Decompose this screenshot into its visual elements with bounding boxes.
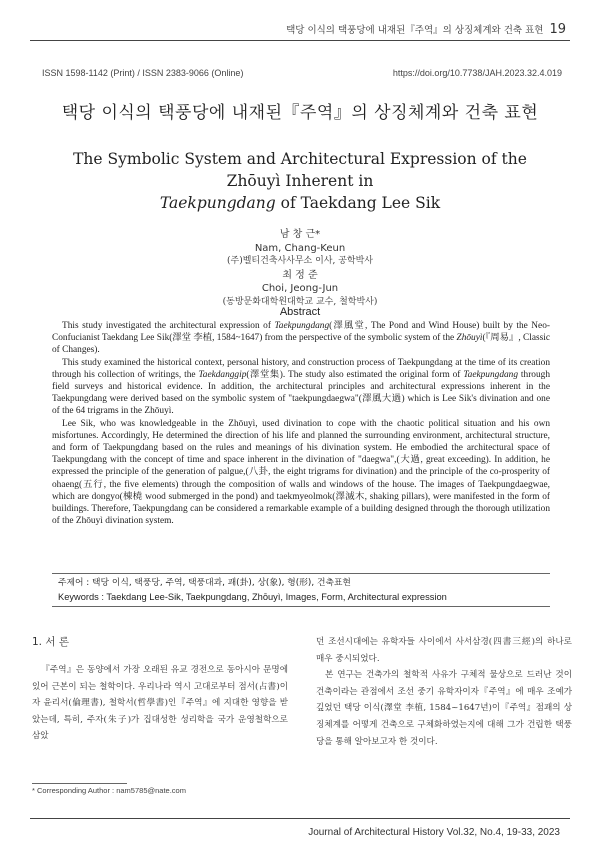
abstract-paragraph-3: Lee Sik, who was knowledgeable in the Zhōuyì, used divination to cope with the chaotic political situation and his own misfortunes. Accordingly, He determined the direction of his life and planned the surrounding environment, architectural structure, and form of Taekpungdang based on the rules and meanings of his divination system. He embodied the architectural space of Taekpungdang with the concept of time and space inherent in the divination of "daegwa",(大過, great exceeding). In addition, he expressed the principle of the generation of palgue,(八卦, the eight trigrams for divination) and the principle of the co-prosperity of ohaeng(五行, the five elements) through the composition of walls and windows of the house. The images of Taekpungdaegwae, which are dongyo(棟橈 wood submerged in the pond) and taekmyeolmok(澤滅木, shaking pillars), were manifested in the form of buildings. Therefore, Taekpungdang can be considered a remarkable example of a building designed through the thorough utilization of the Zhōuyì divination system. xyxy=(52,418,550,527)
title-english-line1: The Symbolic System and Architectural Expression of the Zhōuyì Inherent in xyxy=(73,150,527,190)
journal-citation: Journal of Architectural History Vol.32, No.4, 19-33, 2023 xyxy=(308,827,560,838)
author-1-korean: 남 창 근* xyxy=(279,229,321,240)
body-right-column xyxy=(316,634,572,750)
footer-rule xyxy=(30,818,570,819)
body-paragraph: 『주역』은 동양에서 가장 오래된 유교 경전으로 동아시아 문명에 있어 근본이 되는 철학이다. 우리나라 역시 고대로부터 점서(占書)이자 윤리서(倫理書), 철학서(哲學書)인『주역』에 지대한 영향을 받았는데, 특히, 주자(朱子)가 집대성한 성리학을 국가 운영철학으로 삼았 xyxy=(32,665,288,742)
author-2-korean: 최 정 준 xyxy=(282,269,318,281)
title-english xyxy=(50,148,550,214)
abstract-text: (澤風堂, The Pond and Wind House) built by the Neo-Confucianist Taekdang Lee Sik(澤堂 李植, 1584~1647) from the perspective of the symbolic system of the xyxy=(52,321,550,344)
abstract-text: (澤堂集). The study also estimated the original form of xyxy=(246,369,464,380)
abstract-text: (『周易』, Classic of Changes). xyxy=(52,333,550,356)
title-english-rest: of Taekdang Lee Sik xyxy=(275,194,441,212)
author-2-affiliation: (동방문화대학원대학교 교수, 철학박사) xyxy=(222,296,378,307)
running-head xyxy=(286,22,566,37)
footnote-rule xyxy=(32,783,127,784)
author-1-affiliation: (주)벨티건축사사무소 이사, 공학박사 xyxy=(226,256,374,266)
abstract-italic: Taekpungdang xyxy=(274,321,330,331)
author-1-english: Nam, Chang-Keun xyxy=(254,242,346,254)
abstract-text: through field surveys and historical evidence. In addition, the architectural principles and architectural expressions inherent in the Taekpungdang were derived based on the symbolic system of "taekpungdaegwa"(澤風大過) which is Lee Sik's divination and one of the 64 trigrams in the Zhōuyì. xyxy=(52,369,550,417)
issn: ISSN 1598-1142 (Print) / ISSN 2383-9066 (Online) xyxy=(42,68,244,78)
keywords-korean: 주제어 : 택당 이식, 택풍당, 주역, 택풍대과, 괘(卦), 상(象), 형(形), 건축표현 xyxy=(58,578,351,588)
abstract-italic: Zhōuyì xyxy=(456,333,483,344)
abstract-heading: Abstract xyxy=(279,306,321,318)
author-block xyxy=(0,228,600,309)
abstract-text: This study examined the historical context, personal history, and construction process of Taekpungdang at the time of its creation through his collection of writings, the xyxy=(52,357,550,380)
title-korean: 택당 이식의 택풍당에 내재된『주역』의 상징체계와 건축 표현 xyxy=(61,103,539,123)
abstract-paragraph-2 xyxy=(52,357,550,418)
abstract-text: This study investigated the architectural expression of xyxy=(62,321,275,331)
body-paragraph: 본 연구는 건축가의 철학적 사유가 구체적 물상으로 드러난 것이 건축이라는 관점에서 조선 중기 유학자이자『주역』에 매우 조예가 깊었던 택당 이식(澤堂 李植, 1584~1647년)이『주역』점괘의 상징체계를 어떻게 건축으로 구체화하였는지에 대해 그가 건립한 택풍당을 통해 알아보고자 한 것이다. xyxy=(316,670,572,747)
abstract-paragraph-1 xyxy=(52,320,550,357)
abstract-body xyxy=(52,320,550,527)
footnote: * Corresponding Author : nam5785@nate.com xyxy=(32,786,186,795)
keywords-box xyxy=(52,573,550,607)
title-english-italic: Taekpungdang xyxy=(159,194,276,212)
author-2-english: Choi, Jeong-Jun xyxy=(261,283,339,294)
page-number: 19 xyxy=(549,22,566,37)
doi-link[interactable]: https://doi.org/10.7738/JAH.2023.32.4.019 xyxy=(392,68,562,78)
header-rule xyxy=(30,40,570,41)
body-left-column xyxy=(32,634,288,745)
body-paragraph: 던 조선시대에는 유학자들 사이에서 사서삼경(四書三經)의 하나로 매우 중시되었다. xyxy=(316,637,572,664)
section-heading: 1. 서 론 xyxy=(32,636,69,648)
abstract-italic: Taekpungdang xyxy=(463,369,519,380)
keywords-english: Keywords : Taekdang Lee-Sik, Taekpungdang, Zhōuyì, Images, Form, Architectural expression xyxy=(58,592,447,602)
running-title: 택당 이식의 택풍당에 내재된『주역』의 상징체계와 건축 표현 xyxy=(286,25,544,36)
abstract-italic: Taekdanggip xyxy=(198,369,247,380)
